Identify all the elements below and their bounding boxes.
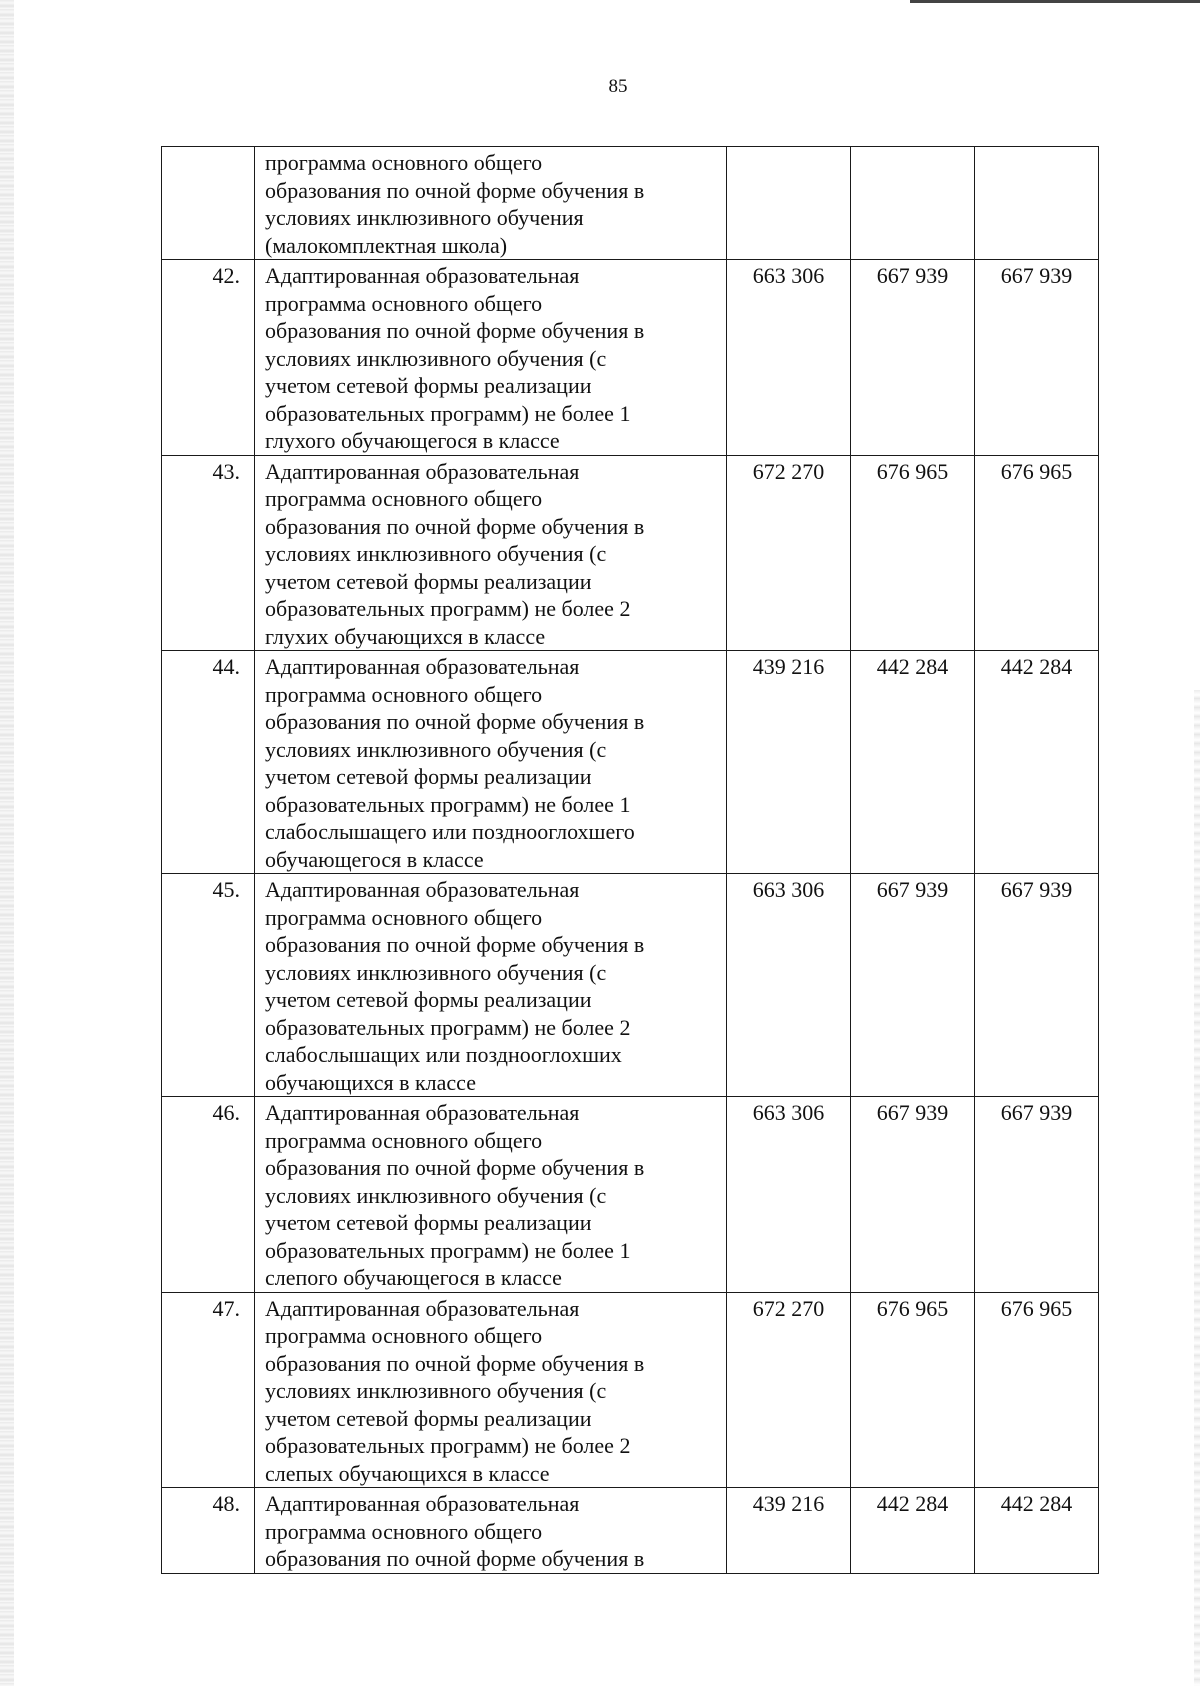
value-col-3: 442 284 [975, 651, 1099, 874]
description-line: программа основного общего [265, 904, 543, 930]
value-col-2 [851, 147, 975, 260]
row-description [255, 1292, 727, 1488]
value-col-2: 676 965 [851, 1292, 975, 1488]
row-number: 46. [162, 1097, 255, 1293]
description-line: образования по очной форме обучения в [265, 932, 645, 957]
value-col-2: 676 965 [851, 455, 975, 651]
description-line: условиях инклюзивного обучения (с [265, 541, 607, 566]
value-col-1: 663 306 [727, 260, 851, 456]
row-description [255, 874, 727, 1097]
description-line: обучающихся в классе [265, 1069, 476, 1095]
table-row [162, 1488, 1099, 1574]
description-line: образования по очной форме обучения в [265, 709, 645, 734]
description-line: образовательных программ) не более 1 [265, 791, 631, 817]
row-description [255, 147, 727, 260]
value-col-3 [975, 147, 1099, 260]
row-description [255, 651, 727, 874]
description-line: образовательных программ) не более 1 [265, 1237, 631, 1263]
table-row [162, 455, 1099, 651]
description-line: Адаптированная образовательная [265, 1295, 580, 1321]
description-line: образовательных программ) не более 2 [265, 596, 631, 621]
row-number: 45. [162, 874, 255, 1097]
scan-top-line [910, 0, 1200, 3]
description-line: образования по очной форме обучения в [265, 1350, 645, 1376]
description-line: программа основного общего [265, 1323, 543, 1348]
row-number: 42. [162, 260, 255, 456]
value-col-3: 667 939 [975, 874, 1099, 1097]
table-body [162, 147, 1099, 1574]
value-col-3: 442 284 [975, 1488, 1099, 1574]
scan-edge-left [0, 0, 14, 1686]
value-col-2: 667 939 [851, 1097, 975, 1293]
page-number: 85 [608, 76, 628, 97]
description-line: условиях инклюзивного обучения (с [265, 736, 607, 762]
row-number [162, 147, 255, 260]
description-line: слабослышащего или позднооглохшего [265, 819, 635, 844]
description-line: образовательных программ) не более 2 [265, 1014, 631, 1040]
description-line: программа основного общего [265, 290, 543, 316]
description-line: обучающегося в классе [265, 846, 484, 872]
scan-edge-right [1194, 690, 1200, 1686]
description-line: учетом сетевой формы реализации [265, 987, 592, 1012]
value-col-3: 667 939 [975, 260, 1099, 456]
description-line: условиях инклюзивного обучения [265, 205, 584, 230]
description-line: программа основного общего [265, 150, 543, 175]
value-col-2: 442 284 [851, 651, 975, 874]
description-line: образовательных программ) не более 1 [265, 400, 631, 426]
value-col-1: 672 270 [727, 1292, 851, 1488]
description-line: Адаптированная образовательная [265, 654, 580, 679]
value-col-1: 663 306 [727, 1097, 851, 1293]
description-line: образования по очной форме обучения в [265, 177, 645, 203]
description-line: условиях инклюзивного обучения (с [265, 959, 607, 985]
description-line: образования по очной форме обучения в [265, 1546, 645, 1571]
table-row [162, 147, 1099, 260]
description-line: учетом сетевой формы реализации [265, 373, 592, 398]
description-line: Адаптированная образовательная [265, 877, 580, 902]
value-col-1: 439 216 [727, 1488, 851, 1574]
description-line: слепых обучающихся в классе [265, 1460, 550, 1486]
description-line: учетом сетевой формы реализации [265, 1210, 592, 1235]
description-line: образования по очной форме обучения в [265, 318, 645, 343]
description-line: глухих обучающихся в классе [265, 623, 546, 649]
description-line: Адаптированная образовательная [265, 1491, 580, 1516]
value-col-1: 672 270 [727, 455, 851, 651]
description-line: образования по очной форме обучения в [265, 1155, 645, 1180]
description-line: программа основного общего [265, 681, 543, 707]
description-line: Адаптированная образовательная [265, 1100, 580, 1125]
description-line: Адаптированная образовательная [265, 263, 580, 288]
table-row [162, 874, 1099, 1097]
description-line: образовательных программ) не более 2 [265, 1433, 631, 1458]
table-row [162, 1292, 1099, 1488]
row-description [255, 1097, 727, 1293]
description-line: условиях инклюзивного обучения (с [265, 345, 607, 371]
value-col-1: 439 216 [727, 651, 851, 874]
value-col-3: 676 965 [975, 455, 1099, 651]
value-col-2: 442 284 [851, 1488, 975, 1574]
description-line: программа основного общего [265, 1127, 543, 1153]
description-line: программа основного общего [265, 486, 543, 511]
value-col-2: 667 939 [851, 260, 975, 456]
row-number: 43. [162, 455, 255, 651]
description-line: условиях инклюзивного обучения (с [265, 1182, 607, 1208]
row-number: 47. [162, 1292, 255, 1488]
table-row [162, 260, 1099, 456]
description-line: образования по очной форме обучения в [265, 513, 645, 539]
description-line: учетом сетевой формы реализации [265, 568, 592, 594]
value-col-1: 663 306 [727, 874, 851, 1097]
row-description [255, 455, 727, 651]
value-col-3: 676 965 [975, 1292, 1099, 1488]
description-line: глухого обучающегося в классе [265, 428, 560, 453]
description-line: учетом сетевой формы реализации [265, 1405, 592, 1431]
row-description [255, 1488, 727, 1574]
description-line: Адаптированная образовательная [265, 458, 580, 484]
row-number: 48. [162, 1488, 255, 1574]
value-col-2: 667 939 [851, 874, 975, 1097]
value-col-1 [727, 147, 851, 260]
table-row [162, 1097, 1099, 1293]
financing-table [161, 146, 1099, 1574]
description-line: слабослышащих или позднооглохших [265, 1042, 622, 1067]
row-description [255, 260, 727, 456]
description-line: слепого обучающегося в классе [265, 1265, 562, 1290]
description-line: программа основного общего [265, 1518, 543, 1544]
description-line: учетом сетевой формы реализации [265, 764, 592, 789]
row-number: 44. [162, 651, 255, 874]
value-col-3: 667 939 [975, 1097, 1099, 1293]
description-line: (малокомплектная школа) [265, 232, 508, 258]
table-row [162, 651, 1099, 874]
description-line: условиях инклюзивного обучения (с [265, 1378, 607, 1403]
